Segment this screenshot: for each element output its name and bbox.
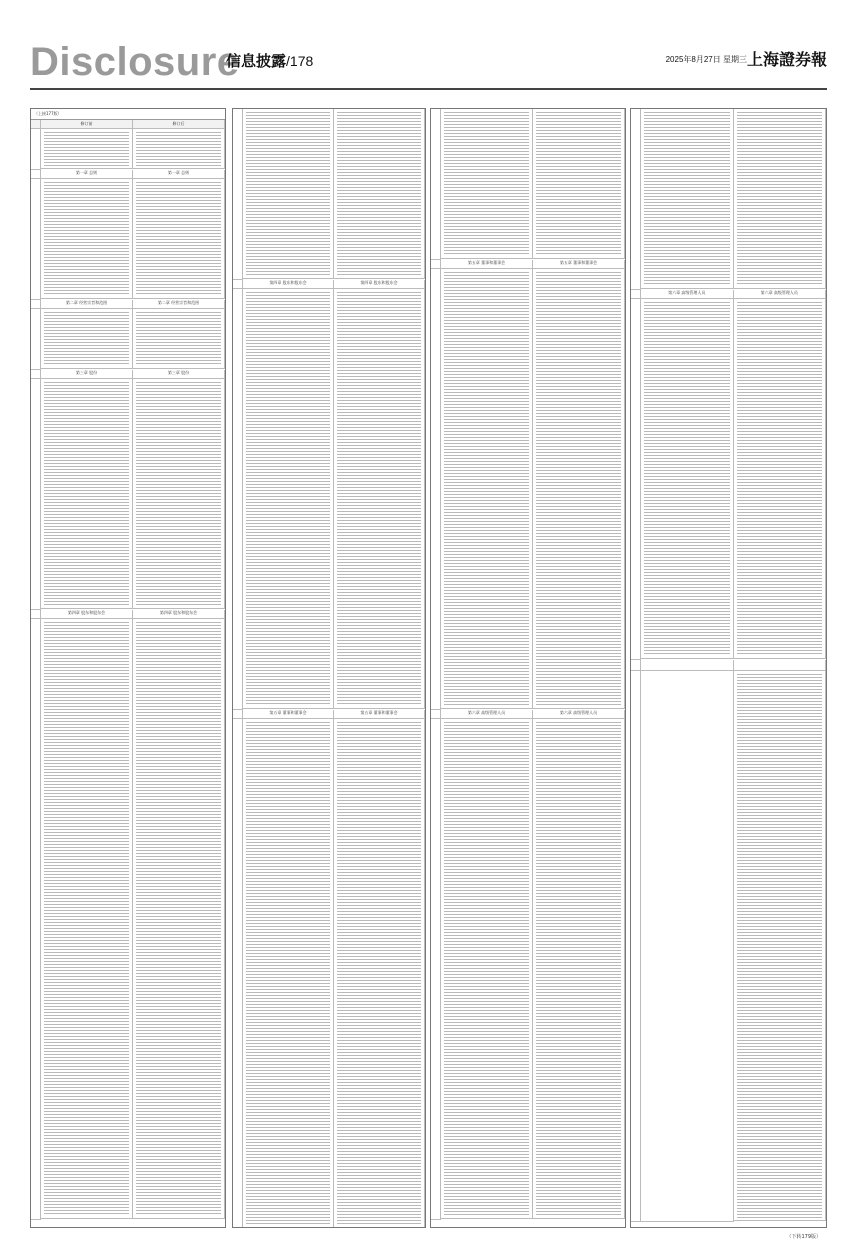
masthead-rule bbox=[30, 88, 827, 90]
chapter-title: 第二章 经营宗旨和范围 bbox=[133, 300, 225, 309]
chapter-title: 第六章 高级管理人员 bbox=[641, 290, 734, 299]
chapter-title: 第二章 经营宗旨和范围 bbox=[41, 300, 133, 309]
chapter-title: 第五章 董事和董事会 bbox=[441, 260, 533, 269]
column-4 bbox=[630, 108, 827, 1228]
masthead bbox=[30, 40, 827, 86]
table-header-index bbox=[31, 120, 41, 129]
brand-wordmark: Disclosure bbox=[30, 40, 240, 84]
chapter-title: 第四章 股东和股东会 bbox=[243, 280, 334, 289]
column-2 bbox=[232, 108, 426, 1228]
section-name: 信息披露 bbox=[226, 53, 287, 70]
chapter-title: 第三章 股份 bbox=[41, 370, 133, 379]
continuation-header: （上接177版） bbox=[31, 109, 225, 120]
chapter-title: 第四章 股东和股东会 bbox=[334, 280, 425, 289]
chapter-title: 第五章 董事和董事会 bbox=[533, 260, 625, 269]
issue-weekday: 星期三 bbox=[723, 55, 747, 64]
comparison-table bbox=[31, 120, 225, 1220]
paper-logo: 上海證券報 bbox=[746, 50, 827, 69]
chapter-title: 第五章 董事和董事会 bbox=[243, 710, 334, 719]
comparison-table bbox=[431, 109, 625, 1220]
dateline bbox=[666, 54, 747, 65]
column-3 bbox=[430, 108, 626, 1228]
page-number: /178 bbox=[286, 53, 314, 69]
issue-date: 2025年8月27日 bbox=[665, 55, 721, 64]
chapter-title: 第四章 股东和股东会 bbox=[133, 610, 225, 619]
comparison-table bbox=[233, 109, 425, 1228]
chapter-title: 第一章 总则 bbox=[133, 170, 225, 179]
table-header-before: 修订前 bbox=[41, 120, 133, 129]
chapter-title: 第六章 高级管理人员 bbox=[533, 710, 625, 719]
chapter-title: 第六章 高级管理人员 bbox=[734, 290, 827, 299]
chapter-title: 第三章 股份 bbox=[133, 370, 225, 379]
table-header-after: 修订后 bbox=[133, 120, 225, 129]
chapter-title: 第五章 董事和董事会 bbox=[334, 710, 425, 719]
chapter-title: 第六章 高级管理人员 bbox=[441, 710, 533, 719]
comparison-table bbox=[631, 109, 826, 1222]
column-1 bbox=[30, 108, 226, 1228]
section-title bbox=[226, 50, 313, 71]
chapter-title: 第四章 股东和股东会 bbox=[41, 610, 133, 619]
continuation-note: （下转179版） bbox=[786, 1234, 821, 1240]
chapter-title: 第一章 总则 bbox=[41, 170, 133, 179]
